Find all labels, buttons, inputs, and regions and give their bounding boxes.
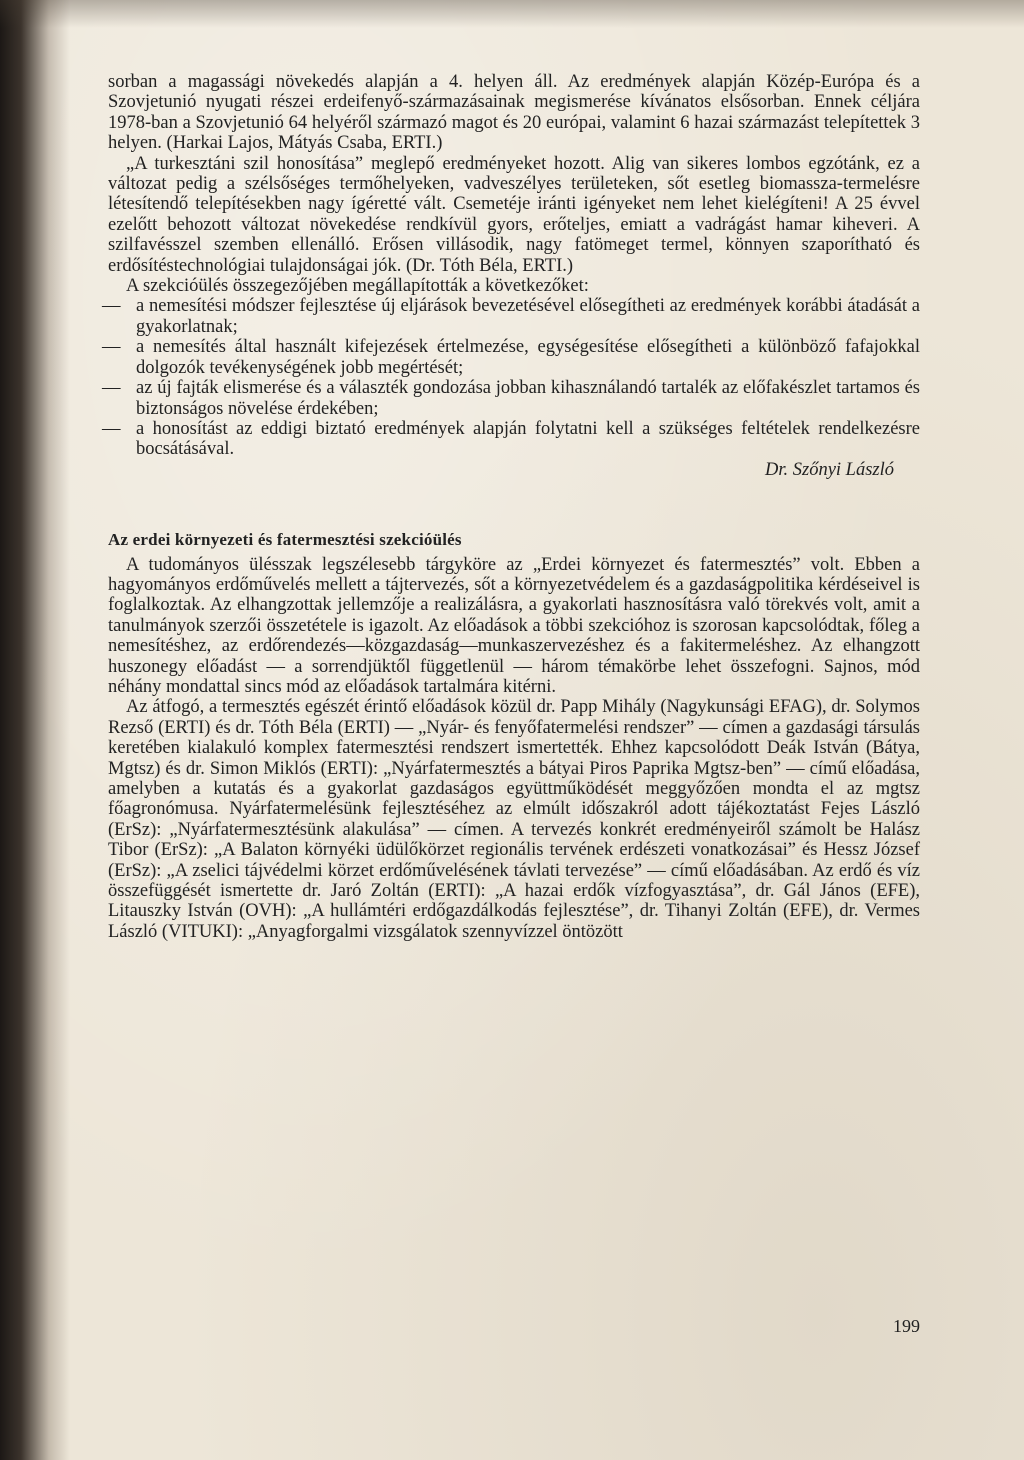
page-body — [102, 72, 920, 942]
list-item — [102, 418, 920, 460]
list-item-text: az új fajták elismerése és a választék gondozása jobban kihasználandó tartalék az előfakészlet tartamos és biztonságos növelése érdekében; — [136, 378, 920, 419]
paragraph: A tudományos ülésszak legszélesebb tárgyköre az „Erdei környezet és fatermesztés” volt. Ebben a hagyományos erdőművelés mellett a tájtervezés, sőt a környezetvédelem és a gazdaságpolitika kérdéseivel is foglalkoztak. Az elhangzottak jellemzője a realizálásra, a gyakorlati hasznosításra való törekvés volt, amit a tanulmányok szerzői összetétele is igazolt. Az előadások a többi szekcióhoz is szorosan kapcsolódtak, főleg a nemesítéshez, az erdőrendezés—közgazdaság—munkaszervezéshez és a fakitermeléshez. Az elhangzott huszonegy előadást — a sorrendjüktől függetlenül — három témakörbe lehet összefogni. Sajnos, mód néhány mondattal sincs mód az előadások tartalmára kitérni. — [108, 554, 920, 697]
page-number: 199 — [893, 1316, 920, 1336]
paragraph: „A turkesztáni szil honosítása” meglepő eredményeket hozott. Alig van sikeres lombos egzótánk, ez a változat pedig a szélsőséges termőhelyeken, vadveszélyes területeken, sőt esetleg biomassza-termelésre létesítendő telepítésekben nagy ígéretté vált. Csemetéje iránti igényeket nem lehet kielégíteni! A 25 évvel ezelőtt behozott változat növekedése rendkívül gyors, erőteljes, emiatt a vadrágást hamar kiheveri. A szilfavésszel szemben ellenálló. Erősen villásodik, nagy fatömeget termel, könnyen szaporítható és erdősítéstechnológiai tulajdonságai jók. (Dr. Tóth Béla, ERTI.) — [108, 153, 920, 276]
paragraph: sorban a magassági növekedés alapján a 4. helyen áll. Az eredmények alapján Közép-Európa és a Szovjetunió nyugati részei erdeifenyő-származásainak megismerése kívánatos elsősorban. Ennek céljára 1978-ban a Szovjetunió 64 helyéről származó magot és 20 európai, valamint 6 hazai származást telepítettek 3 helyen. (Harkai Lajos, Mátyás Csaba, ERTI.) — [108, 72, 920, 154]
paragraph: Az átfogó, a termesztés egészét érintő előadások közül dr. Papp Mihály (Nagykunsági EFAG), dr. Solymos Rezső (ERTI) és dr. Tóth Béla (ERTI) — „Nyár- és fenyőfatermelési rendszer” — címen a gazdasági társulás keretében kialakuló komplex fatermesztési rendszert ismertették. Ehhez kapcsolódott Deák István (Bátya, Mgtsz) és dr. Simon Miklós (ERTI): „Nyárfatermesztés a bátyai Piros Paprika Mgtsz-ben” — című előadása, amelyben a kutatás és a gyakorlat gazdaságos együttműködését meggyőzően mondta el az mgtsz főagronómusa. Nyárfatermelésünk fejlesztéséhez az elmúlt időszakról adott tájékoztatást Fejes László (ErSz): „Nyárfatermesztésünk alakulása” — címen. A tervezés konkrét eredményeiről számolt be Halász Tibor (ErSz): „A Balaton környéki üdülőkörzet regionális tervének erdészeti vonatkozásai” és Hessz József (ErSz): „A zselici tájvédelmi körzet erdőművelésének távlati tervezése” — című előadásában. Az erdő és víz összefüggését ismertette dr. Jaró Zoltán (ERTI): „A hazai erdők vízfogyasztása”, dr. Gál János (EFE), Litauszky István (OVH): „A hullámtéri erdőgazdálkodás fejlesztése”, dr. Tihanyi Zoltán (EFE), dr. Vermes László (VITUKI): „Anyagforgalmi vizsgálatok szennyvízzel öntözött — [108, 697, 920, 942]
page-top-shadow — [0, 0, 1024, 28]
dash-bullet: — — [102, 378, 121, 399]
list-item-text: a nemesítési módszer fejlesztése új eljárások bevezetésével elősegítheti az eredmények korábbi átadását a gyakorlatnak; — [136, 296, 920, 337]
dash-bullet: — — [102, 418, 121, 439]
list-item — [102, 337, 920, 378]
book-spine-shadow — [0, 0, 70, 1460]
list-item-text: a honosítást az eddigi biztató eredmények alapján folytatni kell a szükséges feltételek rendelkezésre bocsátásával. — [136, 418, 920, 460]
list-item-text: a nemesítés által használt kifejezések értelmezése, egységesítése elősegítheti a különböző fafajokkal dolgozók tevékenységének jobb megértését; — [136, 337, 920, 378]
section-title: Az erdei környezeti és fatermesztési szekcióülés — [108, 530, 462, 550]
dash-bullet: — — [102, 296, 121, 317]
dash-bullet: — — [102, 337, 121, 358]
list-item — [102, 378, 920, 419]
list-item — [102, 296, 920, 337]
paragraph: A szekcióülés összegezőjében megállapították a következőket: — [126, 276, 589, 297]
author-signature: Dr. Szőnyi László — [764, 459, 894, 480]
